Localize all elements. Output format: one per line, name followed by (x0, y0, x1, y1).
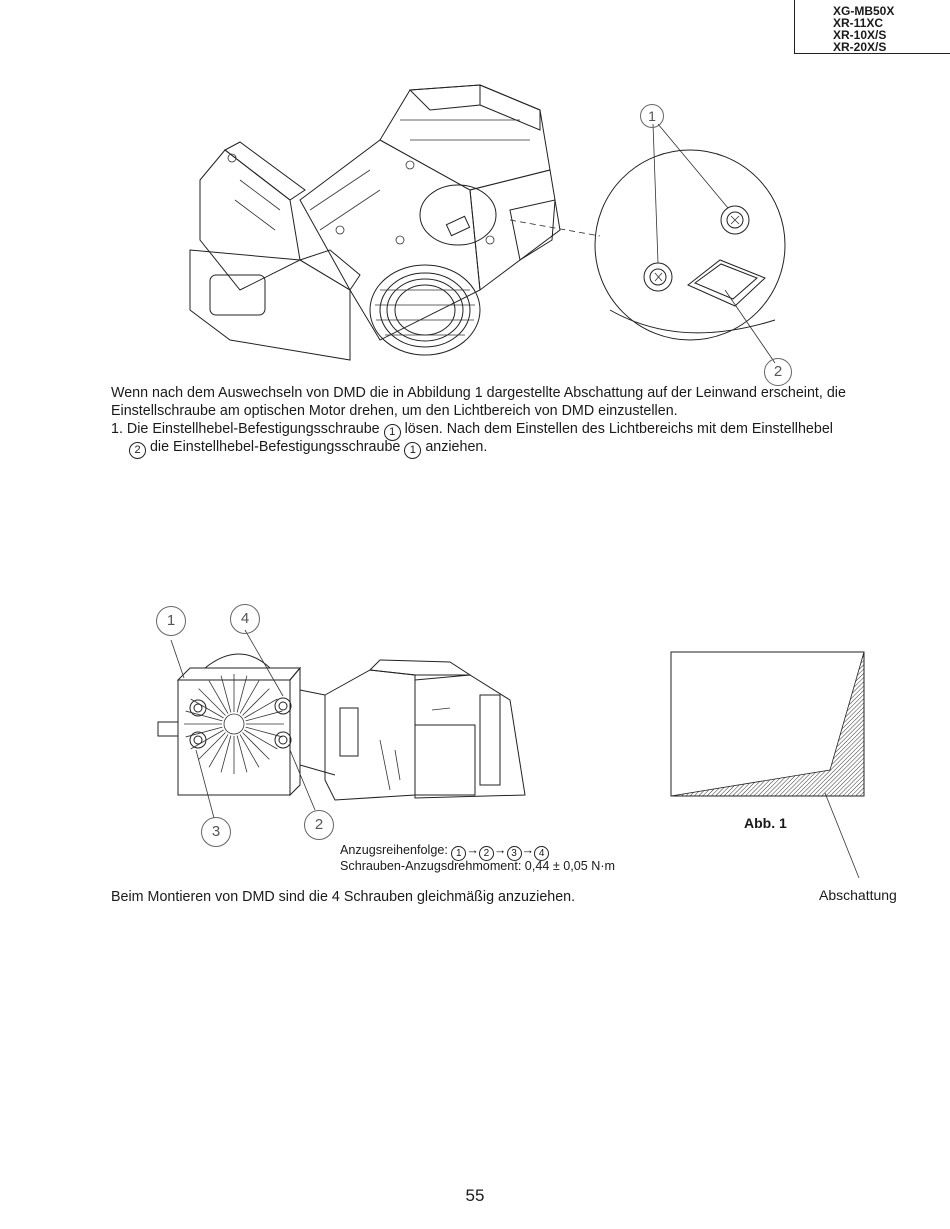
step-text: anziehen. (425, 439, 488, 455)
model-name: XR-20X/S (833, 40, 887, 54)
model-header-box (794, 0, 950, 54)
arrow-icon: → (521, 843, 535, 857)
callout-2-bottom: 2 (304, 810, 334, 840)
arrow-icon: → (466, 843, 479, 857)
shading-diagram (668, 648, 868, 888)
callout-1-top: 1 (640, 104, 664, 128)
step-1-line-2 (129, 438, 487, 459)
circled-number: 2 (129, 442, 146, 459)
page-number: 55 (465, 1186, 485, 1205)
callout-3-bottom: 3 (201, 817, 231, 847)
circled-number: 1 (451, 846, 466, 861)
model-name: XG-MB50X (833, 4, 895, 18)
model-name: XR-10X/S (833, 28, 887, 42)
model-name: XR-11XC (833, 16, 884, 30)
torque-spec: Schrauben-Anzugsdrehmoment: 0,44 ± 0,05 N·m (340, 859, 616, 873)
order-label: Anzugsreihenfolge: (340, 843, 448, 857)
intro-line-1: Wenn nach dem Auswechseln von DMD die in Abbildung 1 dargestellte Abschattung auf der Leinwand erscheint, die (111, 385, 846, 401)
arrow-icon: → (493, 843, 507, 857)
circled-number: 1 (384, 424, 401, 441)
callout-1-bottom: 1 (156, 606, 186, 636)
figure-caption: Abb. 1 (744, 815, 787, 831)
intro-line-2: Einstellschraube am optischen Motor drehen, um den Lichtbereich von DMD einzustellen. (111, 403, 678, 419)
step-text: lösen. Nach dem Einstellen des Lichtbereichs mit dem Einstellhebel (404, 421, 833, 437)
mounting-note: Beim Montieren von DMD sind die 4 Schrauben gleichmäßig anzuziehen. (111, 889, 576, 905)
circled-number: 2 (479, 846, 494, 861)
circled-number: 4 (534, 846, 549, 861)
callout-2-top: 2 (764, 358, 792, 386)
step-text: 1. Die Einstellhebel-Befestigungsschraube (111, 421, 380, 437)
circled-number: 3 (507, 846, 522, 861)
dmd-assembly-illustration (150, 600, 530, 850)
callout-4-bottom: 4 (230, 604, 260, 634)
circled-number: 1 (404, 442, 421, 459)
step-text: die Einstellhebel-Befestigungsschraube (149, 439, 401, 455)
shading-label: Abschattung (819, 887, 897, 903)
